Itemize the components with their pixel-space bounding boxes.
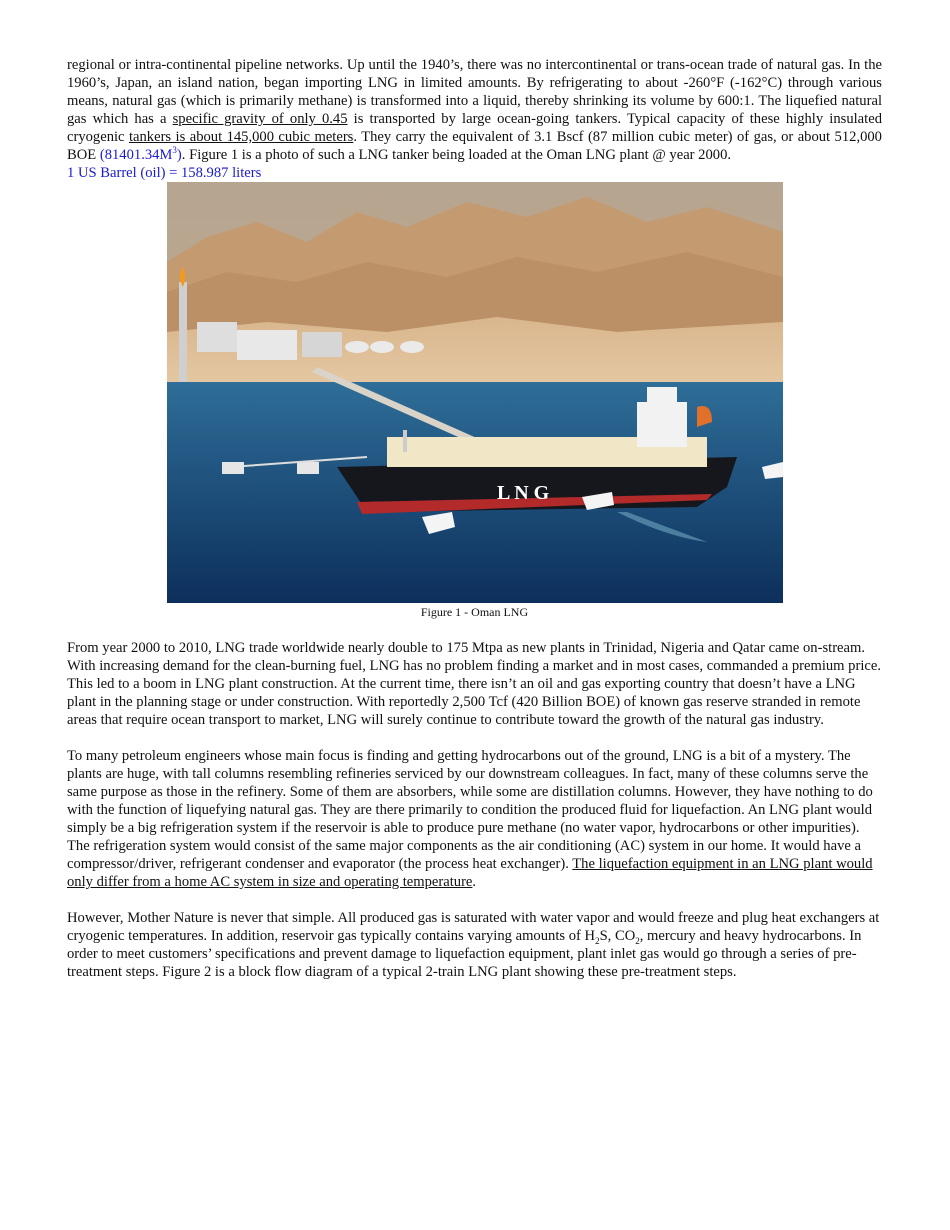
text: regional or intra-continental pipeline networks. Up until the 1940’s, there was no intercontinental or trans-ocean trade of natural gas. In the 1960’s, Japan, an island nation, began importing LNG in limited amounts. By refrigerating to about -260°F (-162°C) through various means, natural gas (which is primarily methane) is transformed into a liquid, thereby shrinking its volume by 600:1. The liquefied natural gas which has a xyxy=(67,57,882,127)
paragraph-pretreatment xyxy=(67,909,882,981)
text: . Figure 1 is a photo of such a LNG tanker being loaded at the Oman LNG plant @ year 2000. xyxy=(181,147,732,163)
blue-annotation xyxy=(100,147,182,163)
annotation-text: ) xyxy=(176,147,182,163)
text: , mercury and heavy hydrocarbons. In order to meet customers’ specifications and prevent damage to liquefaction equipment, plant inlet gas would go through a series of pre-treatment steps. Figure 2 is a block flow diagram of a typical 2-train LNG plant showing these pre-treatment steps. xyxy=(67,928,862,980)
superscript: 3 xyxy=(172,145,177,156)
barrel-conversion-note: 1 US Barrel (oil) = 158.987 liters xyxy=(67,165,262,181)
text: S, CO xyxy=(599,928,636,944)
paragraph-lng-history xyxy=(67,56,882,164)
text: To many petroleum engineers whose main focus is finding and getting hydrocarbons out of the ground, LNG is a bit of a mystery. The plants are huge, with tall columns resembling refineries serviced by our downstream colleagues. In fact, many of these columns serve the same purpose as those in the refinery. Some of them are absorbers, while some are distillation columns. However, they have nothing to do with the function of liquefying natural gas. They are there primarily to condition the produced fluid for liquefaction. An LNG plant would simply be a big refrigeration system if the reservoir is able to produce pure methane (no water vapor, hydrocarbons or other impurities). The refrigeration system would consist of the same major components as the air conditioning (AC) system in our home. It would have a compressor/driver, refrigerant condenser and evaporator (the process heat exchanger). xyxy=(67,748,873,872)
paragraph-gap xyxy=(67,729,882,747)
paragraph-lng-trade-growth: From year 2000 to 2010, LNG trade worldwide nearly double to 175 Mtpa as new plants in Trinidad, Nigeria and Qatar came on-stream. With increasing demand for the clean-burning fuel, LNG has no problem finding a market and in most cases, commanded a premium price. This led to a boom in LNG plant construction. At the current time, there isn’t an oil and gas exporting country that doesn’t have a LNG plant in the planning stage or under construction. With reportedly 2,500 Tcf (420 Billion BOE) of known gas reserve stranded in remote areas that require ocean transport to market, LNG will surely continue to contribute toward the growth of the natural gas industry. xyxy=(67,640,881,728)
subscript: 2 xyxy=(635,935,640,946)
figure-oman-lng-photo xyxy=(167,182,783,603)
text: . xyxy=(472,874,477,890)
underlined-text: The liquefaction equipment in an LNG plant would only differ from a home AC system in size and operating temperature xyxy=(67,856,873,890)
annotation-text: (81401.34M xyxy=(99,147,173,163)
document-page xyxy=(67,56,882,981)
text: However, Mother Nature is never that simple. All produced gas is saturated with water vapor and would freeze and plug heat exchangers at cryogenic temperatures. In addition, reservoir gas typically contains varying amounts of H xyxy=(67,910,880,944)
paragraph-gap xyxy=(67,891,882,909)
figure-caption: Figure 1 - Oman LNG xyxy=(420,605,529,619)
text: is transported by large ocean-going tankers. Typical capacity of these highly insulated cryogenic xyxy=(67,111,882,145)
underlined-text: tankers is about 145,000 cubic meters xyxy=(128,129,354,145)
paragraph-lng-mystery xyxy=(67,747,882,891)
text: . They carry the equivalent of 3.1 Bscf (87 million cubic meter) of gas, or about 512,000 BOE xyxy=(67,129,882,163)
lng-tanker-photo xyxy=(167,182,783,603)
underlined-text: specific gravity of only 0.45 xyxy=(172,111,348,127)
ship-hull-lettering: L N G xyxy=(497,482,550,504)
subscript: 2 xyxy=(595,935,600,946)
